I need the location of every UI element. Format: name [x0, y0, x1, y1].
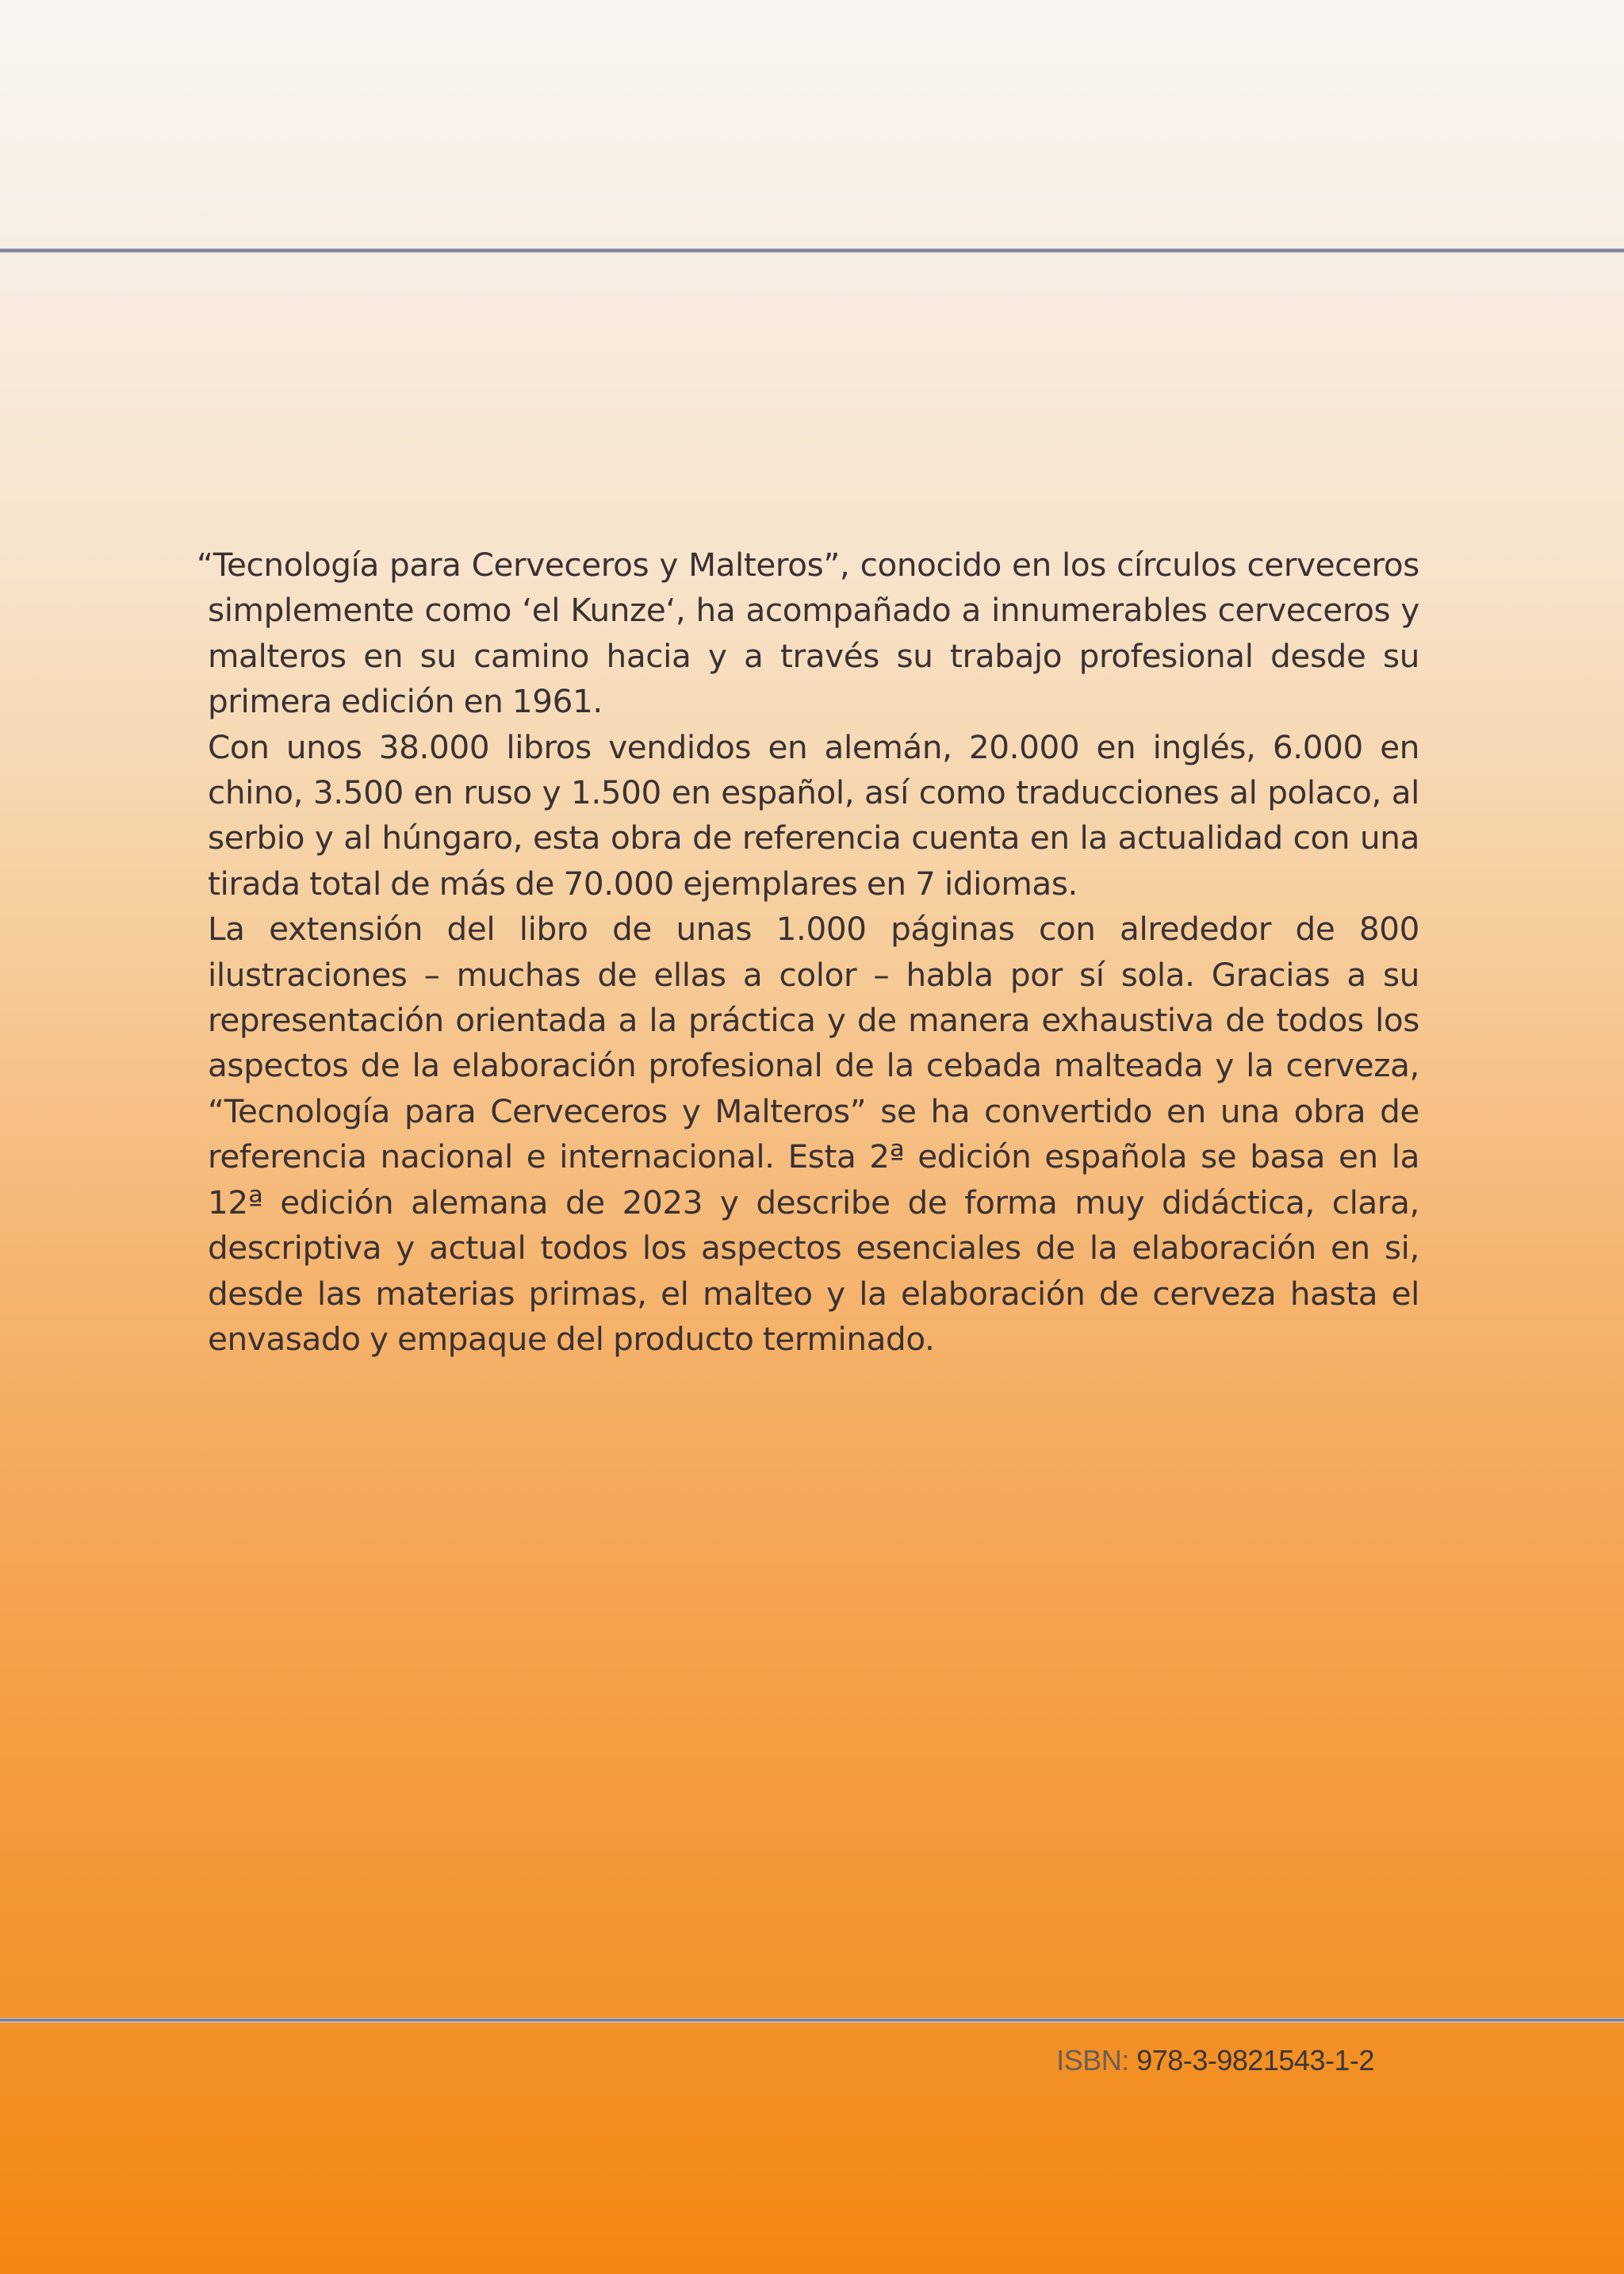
isbn: [1056, 2042, 1374, 2079]
isbn-label: ISBN:: [1056, 2044, 1129, 2077]
back-cover-blurb: [197, 543, 1419, 1362]
isbn-number: 978-3-9821543-1-2: [1136, 2044, 1374, 2077]
blurb-paragraph-sales: Con unos 38.000 libros vendidos en alemán, 20.000 en inglés, 6.000 en chino, 3.500 en ruso y 1.500 en español, así como traducciones al polaco, al serbio y al húngaro, esta obra de referencia cuenta en la actualidad con una tirada total de más de 70.000 ejemplares en 7 idiomas.: [208, 727, 1419, 903]
top-divider-line: [0, 248, 1624, 253]
blurb-paragraph-description: La extensión del libro de unas 1.000 páginas con alrededor de 800 ilustraciones – muchas de ellas a color – habla por sí sola. Gracias a su representación orientada a la práctica y de manera exhaustiva de todos los aspectos de la elaboración profesional de la cebada malteada y la cerveza, “Tecnología para Cerveceros y Malteros” se ha convertido en una obra de referencia nacional e internacional. Esta 2ª edición española se basa en la 12ª edición alemana de 2023 y describe de forma muy didáctica, clara, descriptiva y actual todos los aspectos esenciales de la elaboración en si, desde las materias primas, el malteo y la elaboración de cerveza hasta el envasado y empaque del producto terminado.: [208, 910, 1419, 1358]
blurb-paragraph-intro: “Tecnología para Cerveceros y Malteros”, conocido en los círculos cerveceros simplemente como ‘el Kunze‘, ha acompañado a innumerables cerveceros y malteros en su camino hacia y a través su trabajo profesional desde su primera edición en 1961.: [197, 546, 1419, 721]
bottom-divider-line: [0, 2018, 1624, 2023]
